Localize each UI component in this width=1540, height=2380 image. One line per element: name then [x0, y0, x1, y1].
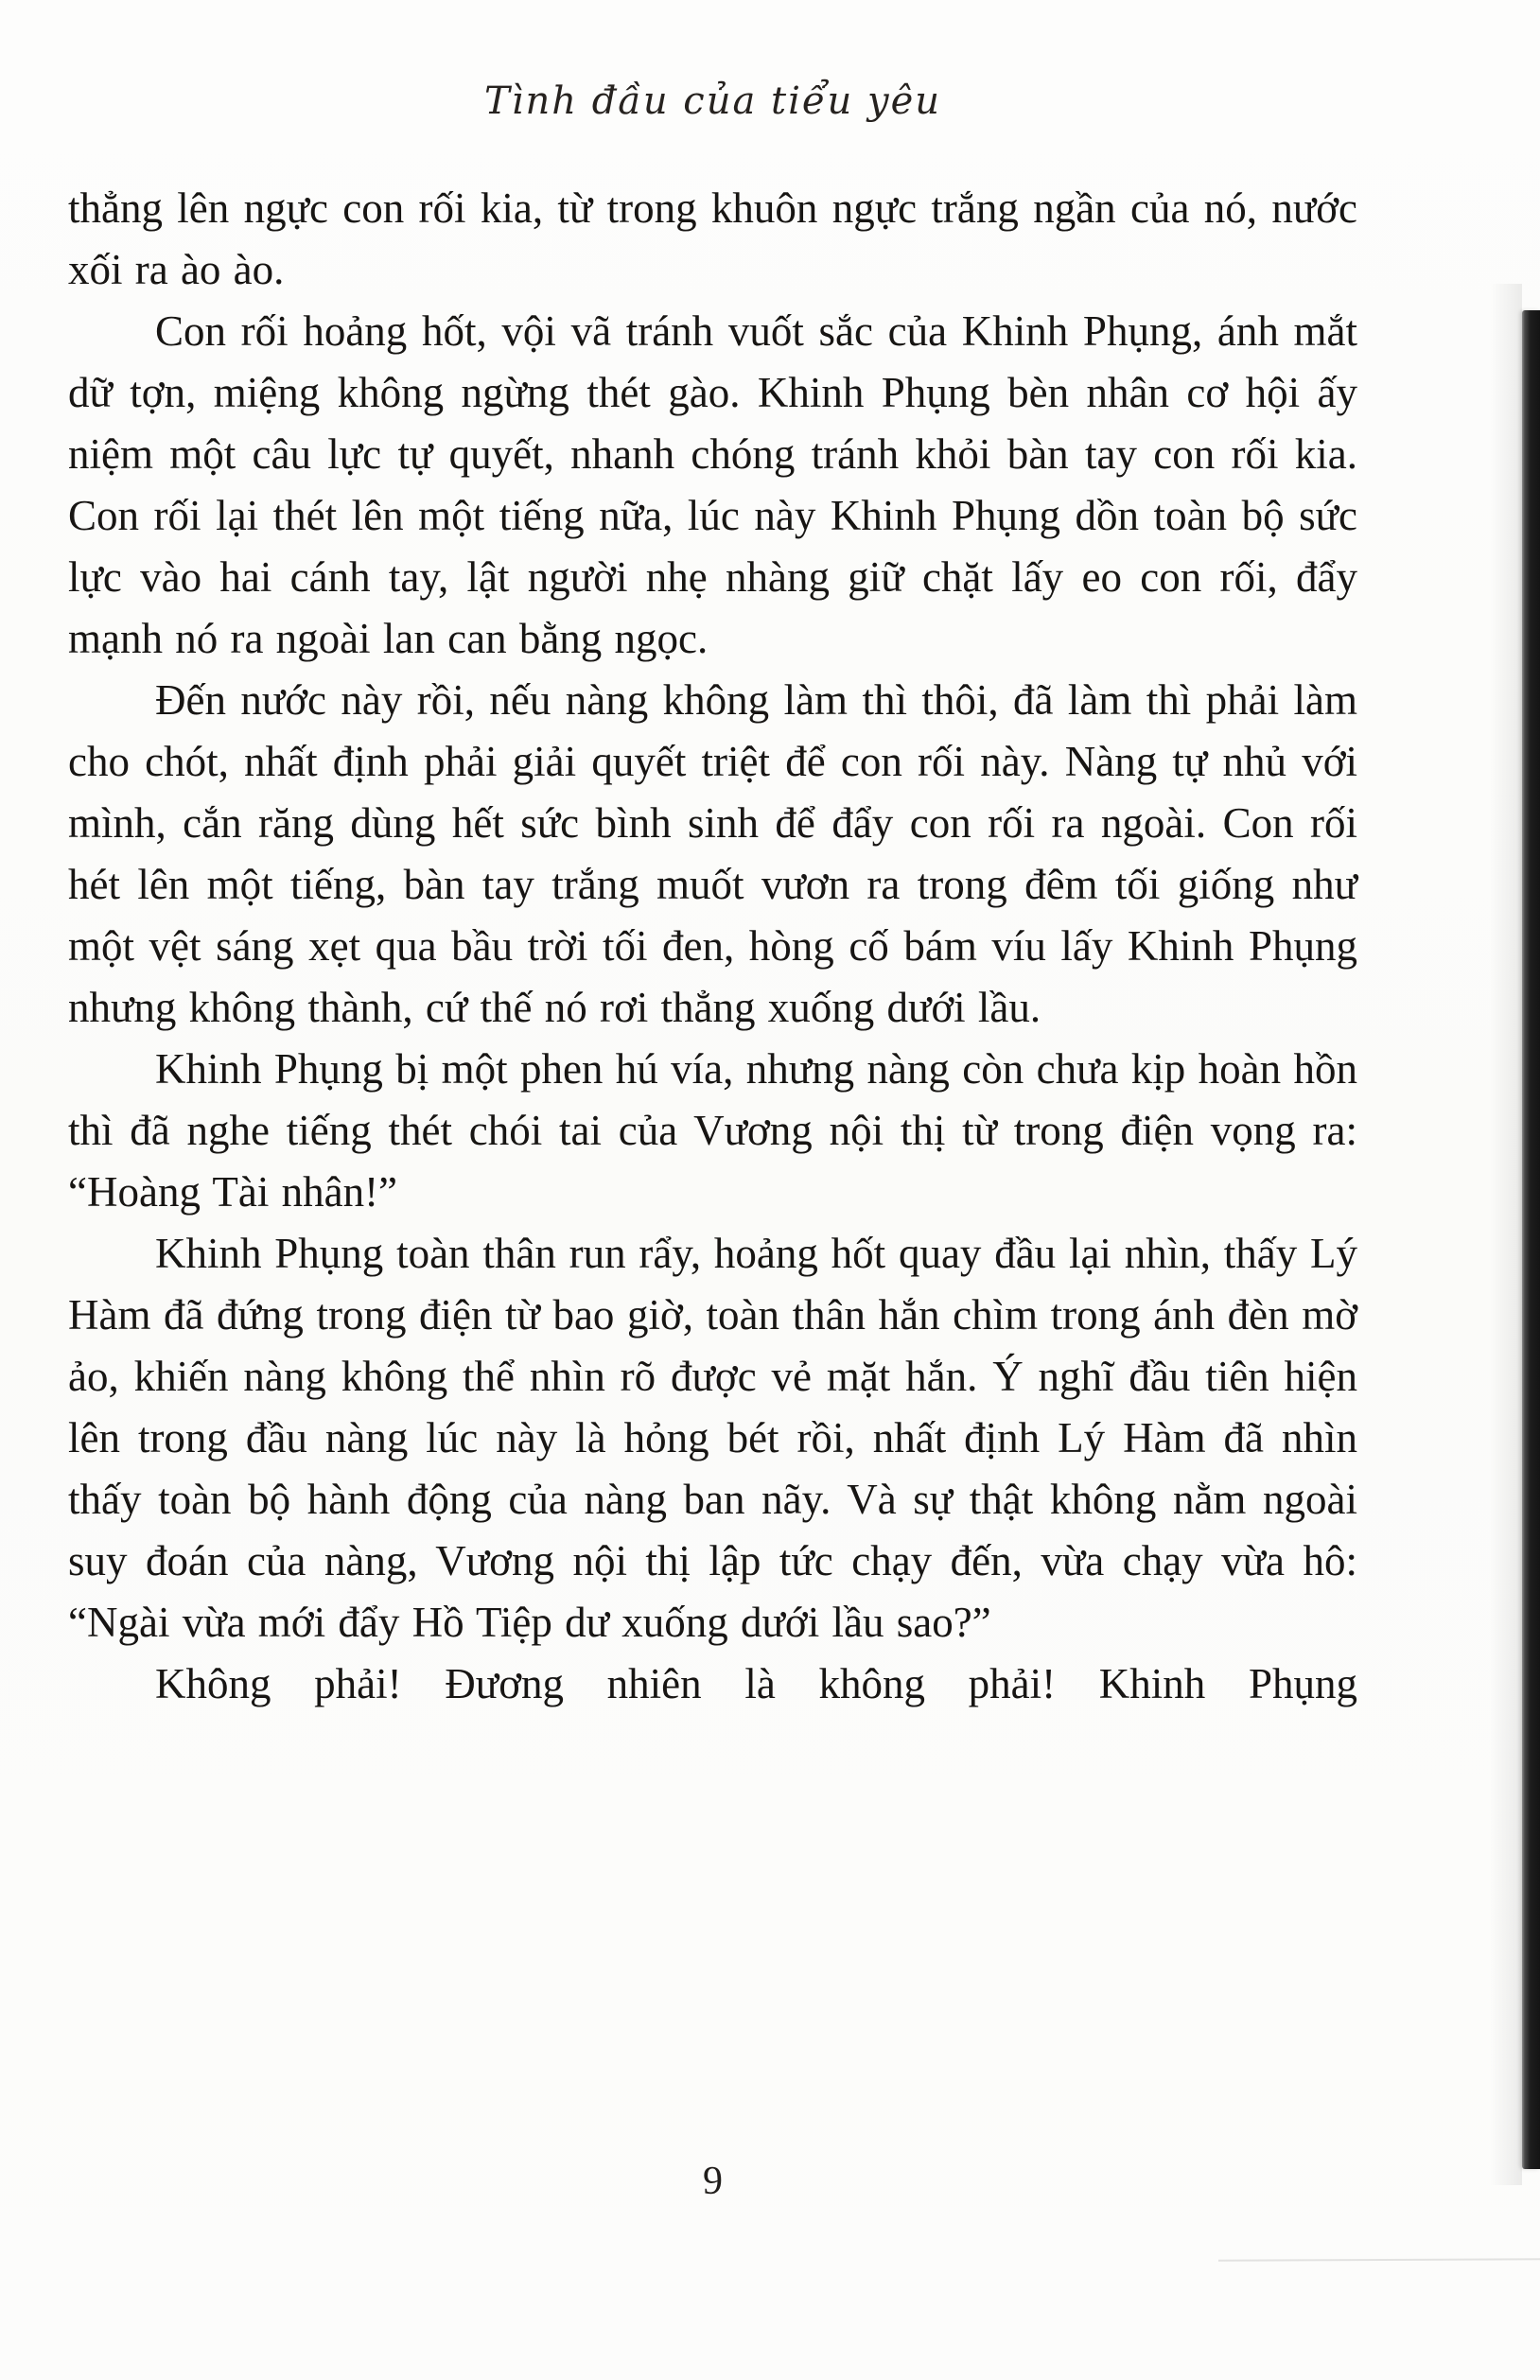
- scan-artifact-line: [1218, 2258, 1540, 2261]
- paragraph: Con rối hoảng hốt, vội vã tránh vuốt sắc của Khinh Phụng, ánh mắt dữ tợn, miệng không ngừng thét gào. Khinh Phụng bèn nhân cơ hội ấy niệm một câu lực tự quyết, nhanh chóng tránh khỏi bàn tay con rối kia. Con rối lại thét lên một tiếng nữa, lúc này Khinh Phụng dồn toàn bộ sức lực vào hai cánh tay, lật người nhẹ nhàng giữ chặt lấy eo con rối, đẩy mạnh nó ra ngoài lan can bằng ngọc.: [68, 307, 1357, 662]
- paragraph: Khinh Phụng bị một phen hú vía, nhưng nàng còn chưa kịp hoàn hồn thì đã nghe tiếng thét chói tai của Vương nội thị từ trong điện vọng ra: “Hoàng Tài nhân!”: [68, 1045, 1357, 1216]
- running-header-title: Tình đầu của tiểu yêu: [483, 79, 941, 123]
- page-content: [68, 0, 1357, 1715]
- paragraph: Không phải! Đương nhiên là không phải! Khinh Phụng: [155, 1660, 1357, 1707]
- page-body: [68, 178, 1357, 1715]
- scan-shadow-edge: [1490, 284, 1522, 2185]
- paragraph: Khinh Phụng toàn thân run rẩy, hoảng hốt quay đầu lại nhìn, thấy Lý Hàm đã đứng trong điện từ bao giờ, toàn thân hắn chìm trong ánh đèn mờ ảo, khiến nàng không thể nhìn rõ được vẻ mặt hắn. Ý nghĩ đầu tiên hiện lên trong đầu nàng lúc này là hỏng bét rồi, nhất định Lý Hàm đã nhìn thấy toàn bộ hành động của nàng ban nãy. Và sự thật không nằm ngoài suy đoán của nàng, Vương nội thị lập tức chạy đến, vừa chạy vừa hô: “Ngài vừa mới đẩy Hồ Tiệp dư xuống dưới lầu sao?”: [68, 1230, 1357, 1646]
- paragraph: thẳng lên ngực con rối kia, từ trong khuôn ngực trắng ngần của nó, nước xối ra ào ào.: [68, 184, 1357, 293]
- page-number: 9: [703, 2160, 723, 2203]
- scan-artifact-bar: [1522, 310, 1540, 2169]
- paragraph: Đến nước này rồi, nếu nàng không làm thì thôi, đã làm thì phải làm cho chót, nhất định phải giải quyết triệt để con rối này. Nàng tự nhủ với mình, cắn răng dùng hết sức bình sinh để đẩy con rối ra ngoài. Con rối hét lên một tiếng, bàn tay trắng muốt vươn ra trong đêm tối giống như một vệt sáng xẹt qua bầu trời tối đen, hòng cố bám víu lấy Khinh Phụng nhưng không thành, cứ thế nó rơi thẳng xuống dưới lầu.: [68, 676, 1357, 1031]
